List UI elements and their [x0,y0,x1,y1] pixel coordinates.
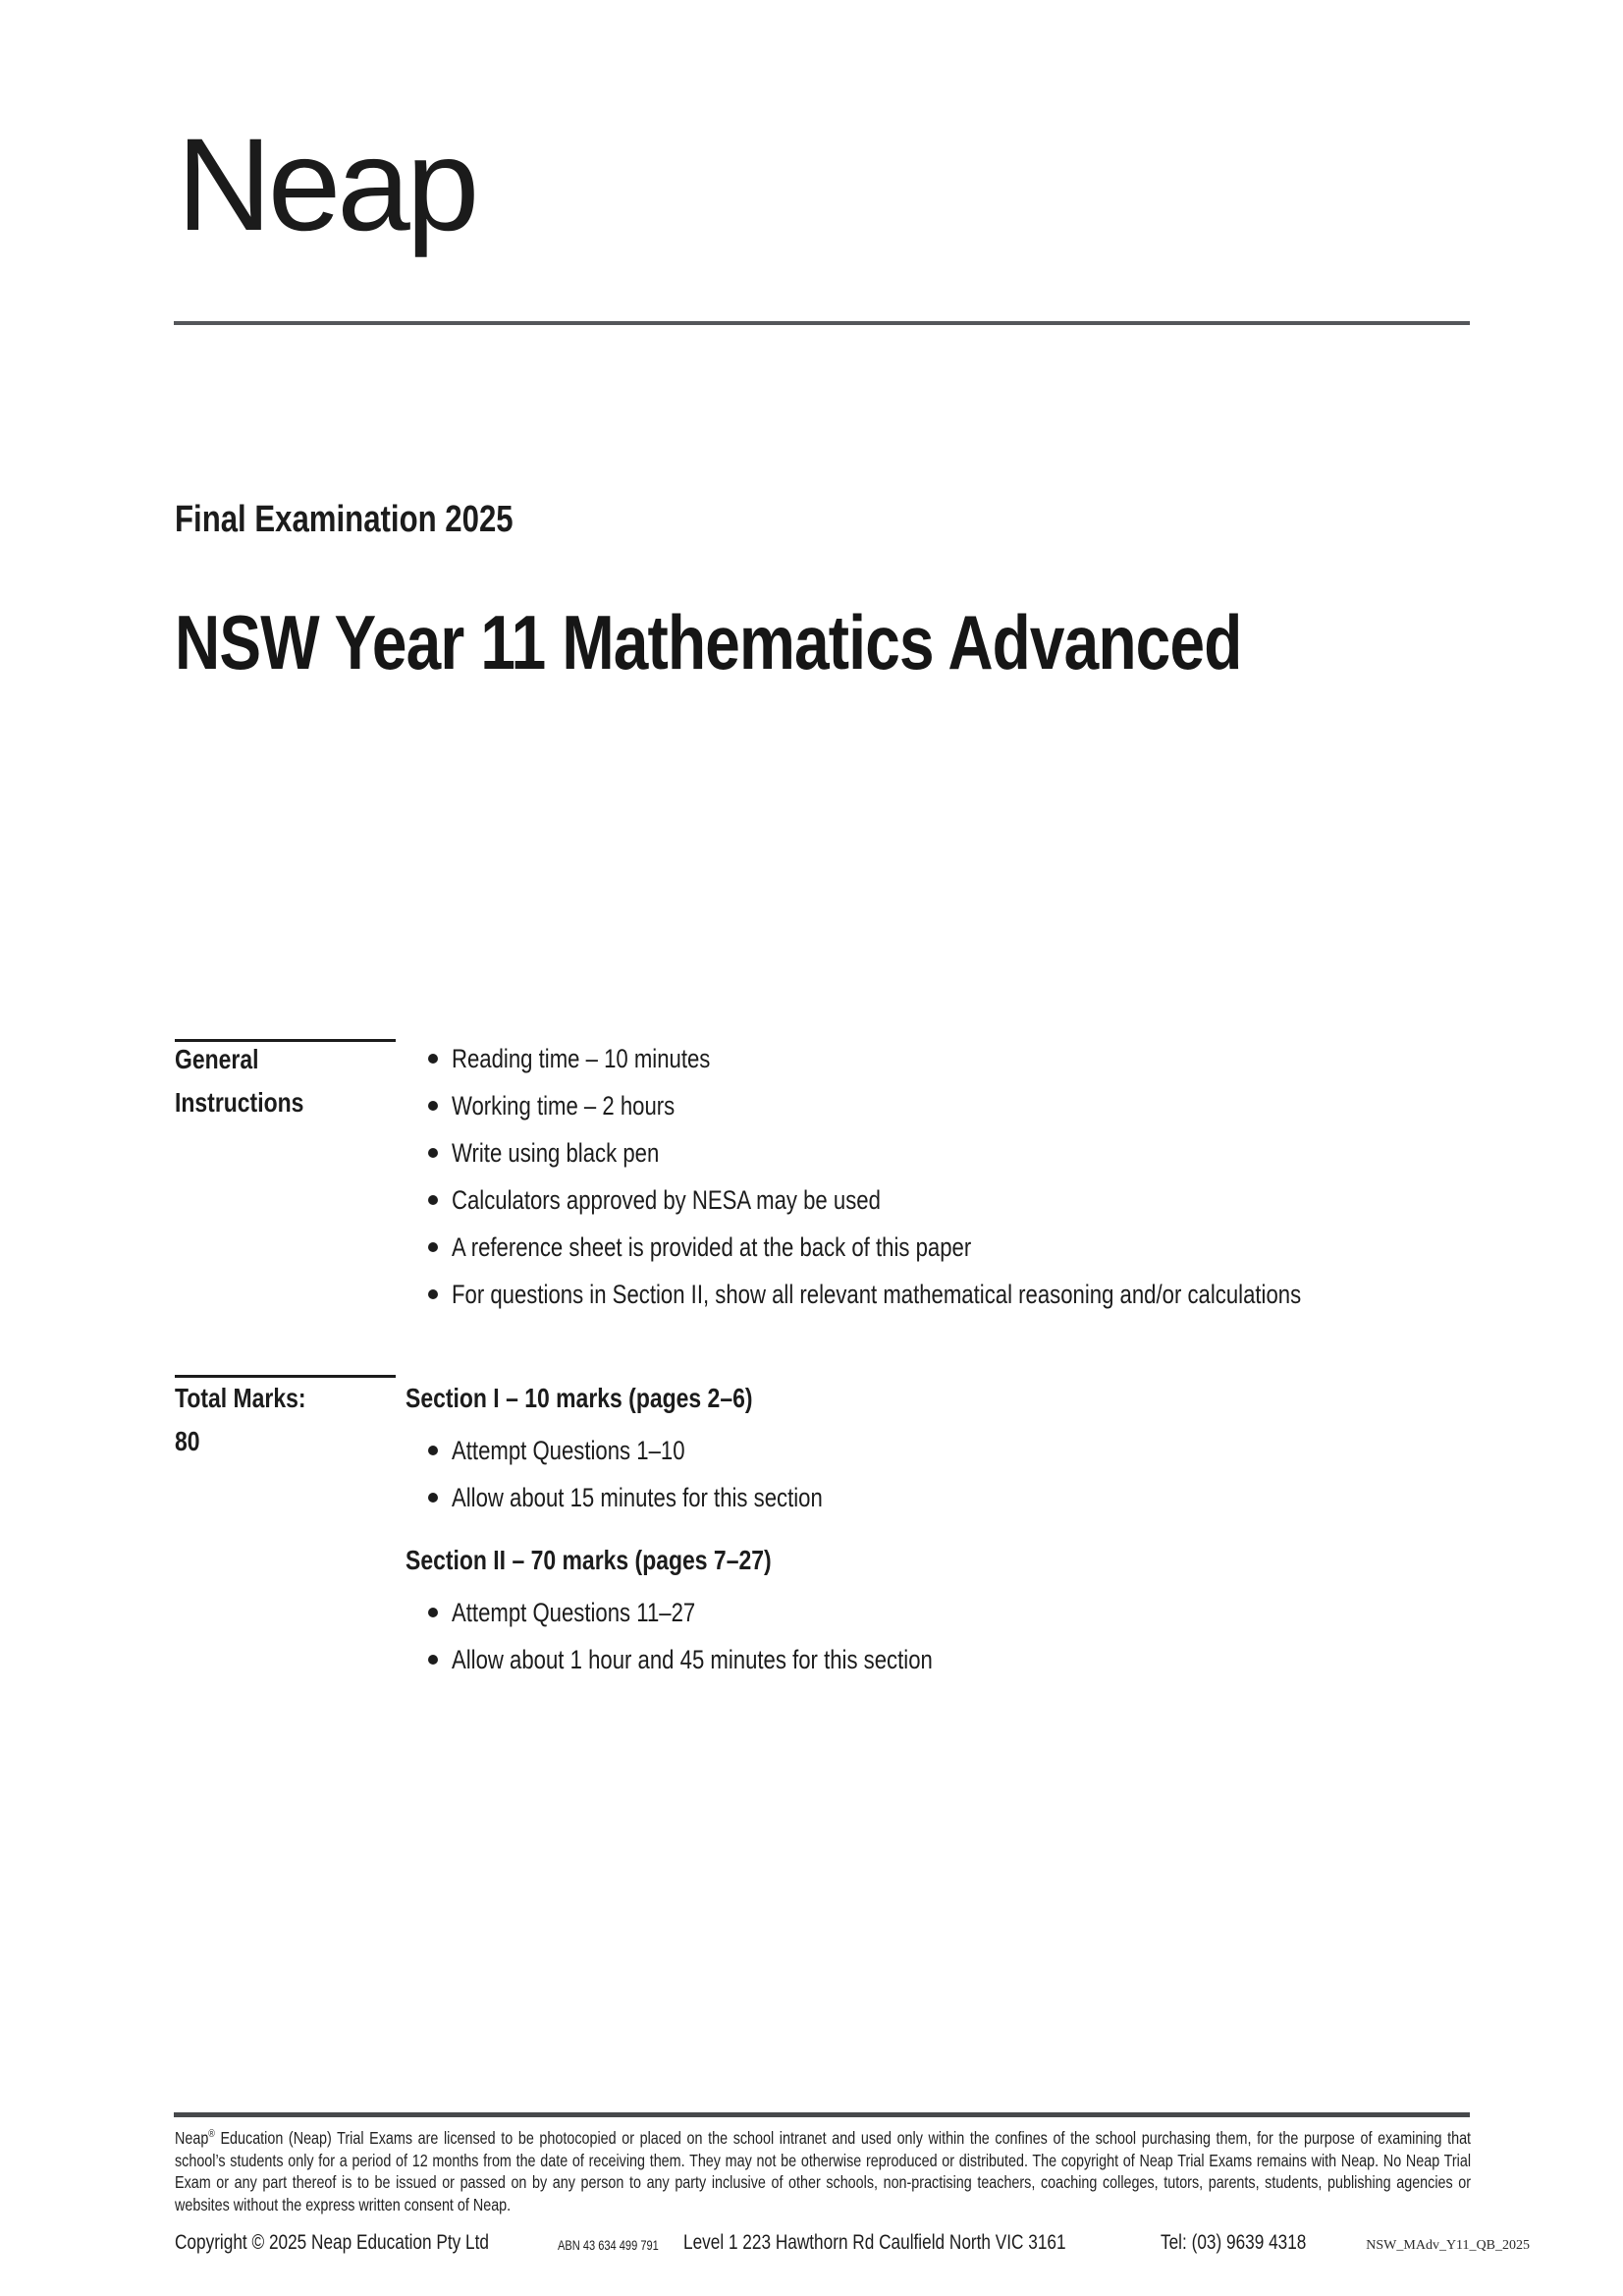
bullet-icon [428,1195,438,1205]
abn-text: ABN 43 634 499 791 [558,2238,659,2253]
bullet-icon [428,1655,438,1665]
list-item [428,1599,749,1626]
list-item [428,1437,736,1464]
bullet-icon [428,1446,438,1455]
total-marks-label-line [175,1377,335,1420]
licence-brand: Neap [175,2128,209,2148]
page-title-text: NSW Year 11 Mathematics Advanced [175,599,1242,685]
registered-trademark-symbol: ® [208,2128,215,2141]
bullet-icon [428,1608,438,1617]
list-item-text: Allow about 1 hour and 45 minutes for this section [452,1645,933,1674]
total-marks-value [175,1420,335,1463]
section-heading-text: Section II – 70 marks (pages 7–27) [406,1545,772,1575]
value-text: 80 [175,1426,200,1456]
copyright-text: Copyright © 2025 Neap Education Pty Ltd [175,2231,489,2254]
neap-logo [177,112,476,258]
abn [558,2238,680,2253]
list-item-text: Allow about 15 minutes for this section [452,1483,823,1512]
general-instructions-label-line2 [175,1081,332,1124]
general-instructions-label [175,1038,332,1124]
exam-series [175,498,587,543]
list-item-text: Write using black pen [452,1138,660,1168]
header-divider [174,321,1470,325]
licence-paragraph [175,2127,1471,2215]
list-item [428,1646,1038,1673]
list-item-text: Calculators approved by NESA may be used [452,1185,881,1215]
list-item-text: Attempt Questions 11–27 [452,1598,696,1627]
list-item [428,1233,1085,1261]
telephone-text: Tel: (03) 9639 4318 [1161,2231,1307,2254]
address-text: Level 1 223 Hawthorn Rd Caulfield North VIC 3161 [683,2231,1066,2254]
label-text: Instructions [175,1087,304,1118]
licence-text: Education (Neap) Trial Exams are licensed to be photocopied or placed on the school intranet and used only within the confines of the school purchasing them, for the purpose of examining that school’s students only for a period of 12 months from the date of receiving them. They may not be otherwise reproduced or distributed. The copyright of Neap Trial Exams remains with Neap. No Neap Trial Exam or any part thereof is to be issued or passed on by any person to any party inclusive of other schools, non-practising teachers, coaching colleges, tutors, parents, students, publishing agencies or websites without the express written consent of Neap. [175,2128,1472,2214]
section-2-heading [406,1547,851,1574]
list-item-text: Working time – 2 hours [452,1091,676,1121]
list-item-text: A reference sheet is provided at the back of this paper [452,1232,972,1262]
list-item [428,1186,975,1214]
copyright-line [175,2231,558,2255]
list-item [428,1092,724,1120]
list-item [428,1281,1488,1308]
label-text: Total Marks: [175,1383,306,1413]
list-item [428,1045,767,1072]
bullet-icon [428,1101,438,1111]
total-marks-label [175,1377,335,1463]
address [683,2231,1150,2255]
section-1-heading [406,1385,829,1412]
telephone [1161,2231,1338,2255]
list-item-text: Reading time – 10 minutes [452,1044,711,1073]
section-heading-text: Section I – 10 marks (pages 2–6) [406,1383,753,1413]
exam-series-text: Final Examination 2025 [175,499,514,540]
bullet-icon [428,1289,438,1299]
footer-divider [174,2112,1470,2117]
bullet-icon [428,1242,438,1252]
neap-logo-text: Neap [177,112,476,258]
general-instructions-label-line1 [175,1038,332,1081]
document-code: NSW_MAdv_Y11_QB_2025 [1366,2238,1530,2253]
bullet-icon [428,1148,438,1158]
list-item-text: For questions in Section II, show all relevant mathematical reasoning and/or calculations [452,1280,1302,1309]
list-item [428,1139,705,1167]
list-item [428,1484,904,1511]
label-text: General [175,1044,259,1074]
bullet-icon [428,1054,438,1064]
page-title [175,601,1476,685]
bullet-icon [428,1493,438,1503]
list-item-text: Attempt Questions 1–10 [452,1436,685,1465]
